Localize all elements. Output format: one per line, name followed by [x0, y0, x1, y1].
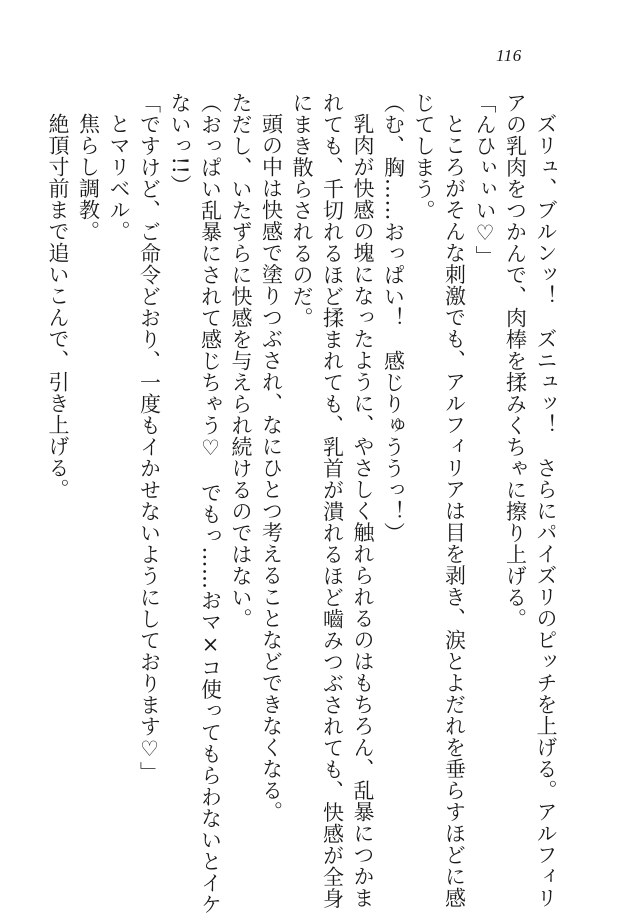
text-line: アの乳肉をつかんで、肉棒を揉みくちゃに擦り上げる。	[503, 92, 528, 630]
text-line: ただし、いたずらに快感を与えられ続けるのではない。	[229, 92, 253, 630]
text-line: ズリュ、ブルンッ！ ズニュッ！ さらにパイズリのピッチを上げる。アルフィリ	[534, 113, 558, 909]
text-line: ないっ!!）	[168, 92, 192, 196]
text-line: にまき散らされるのだ。	[290, 92, 314, 329]
text-line: 「んひぃぃい♡」	[473, 92, 497, 267]
text-line: れても、千切れるほど揉まれても、乳首が潰れるほど嚙みつぶされても、快感が全身	[320, 92, 345, 909]
text-line: 「ですけど、ご命令どおり、一度もイかせないようにしております♡」	[137, 92, 162, 783]
text-line: じてしまう。	[412, 92, 436, 221]
text-line: 頭の中は快感で塗りつぶされ、なにひとつ考えることなどできなくなる。	[259, 113, 284, 823]
text-line: 乳肉が快感の塊になったように、やさしく触れられるのはもちろん、乱暴につかま	[351, 113, 375, 909]
text-line: 焦らし調教。	[76, 113, 101, 242]
text-line: （おっぱい乱暴にされて感じちゃう♡ でもっ……おマ×コ使ってもらわないとイケ	[198, 92, 223, 915]
text-line: （む、胸……おっぱい！ 感じりゅううっ！）	[381, 92, 406, 544]
text-line: とマリベル。	[107, 113, 131, 242]
text-line: ところがそんな刺激でも、アルフィリアは目を剥き、涙とよだれを垂らすほどに感	[442, 113, 467, 909]
body-text	[43, 92, 562, 915]
page-number: 116	[496, 46, 522, 65]
text-line: 絶頂寸前まで追いこんで、引き上げる。	[46, 113, 70, 500]
